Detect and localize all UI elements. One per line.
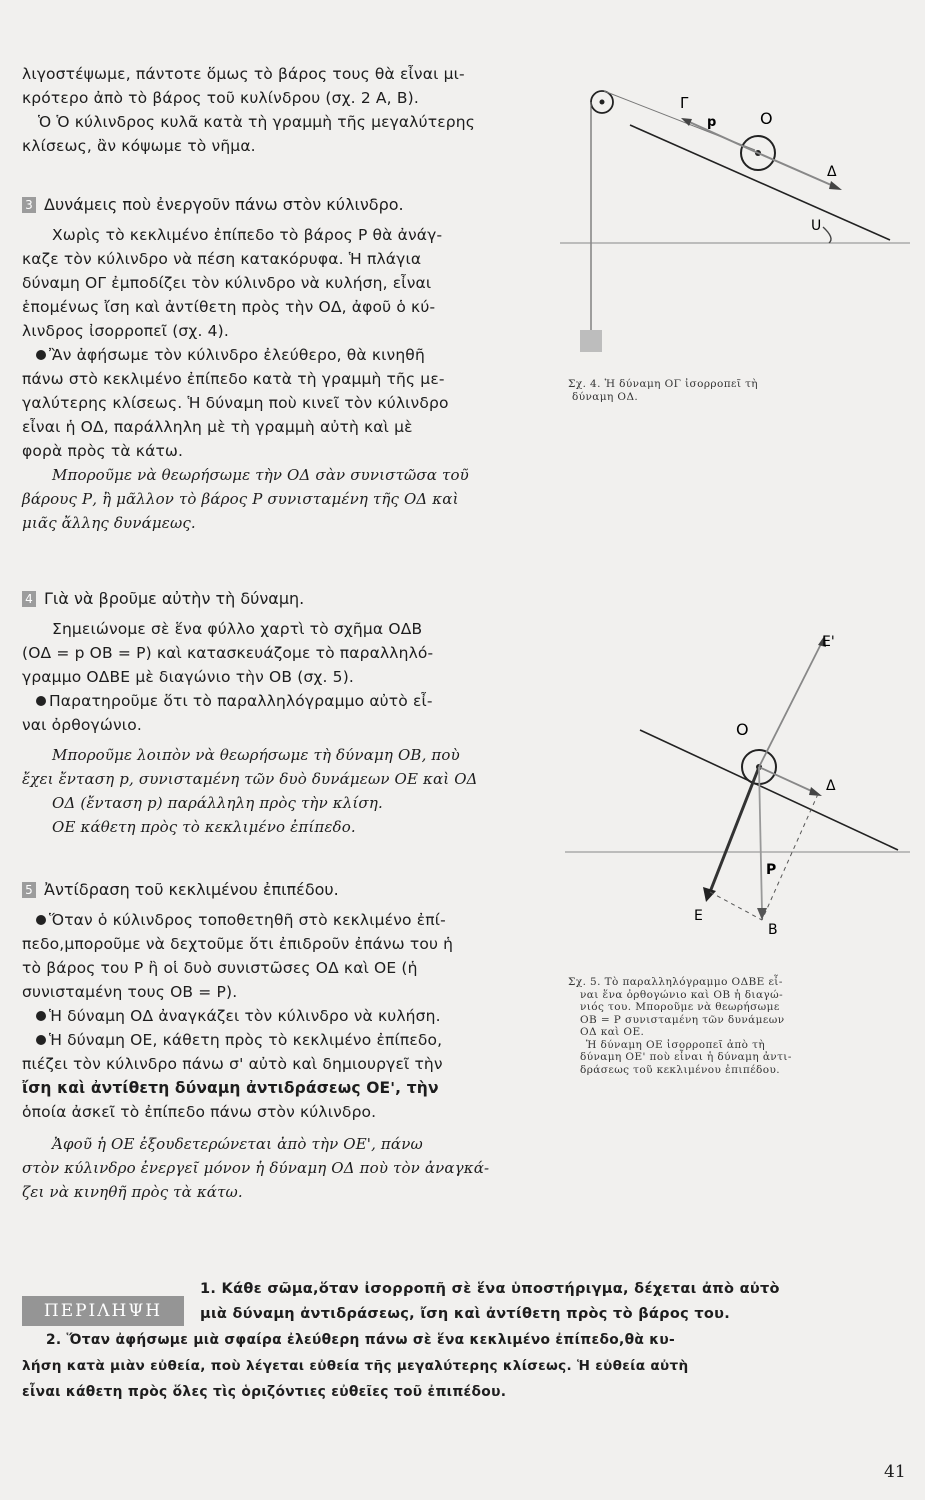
summary-line: 1. Κάθε σῶμα,ὅταν ἰσορροπῆ σὲ ἕνα ὑποστήριγμα, δέχεται ἀπὸ αὐτὸ [200, 1281, 780, 1297]
body-line: ἑπομένως ἴση καὶ ἀντίθετη πρὸς τὴν ΟΔ, ἀφοῦ ὁ κύ- [22, 298, 436, 316]
body-line: Ὁ Ὁ κύλινδρος κυλᾶ κατὰ τὴ γραμμὴ τῆς μεγαλύτερης [38, 113, 475, 131]
body-line: κρότερο ἀπὸ τὸ βάρος τοῦ κυλίνδρου (σχ. 2 Α, Β). [22, 89, 419, 107]
arrow-head-icon [757, 908, 767, 920]
section-3 [22, 193, 542, 535]
body-line: δύναμη ΟΓ ἐμποδίζει τὸν κύλινδρο νὰ κυλήση, εἶναι [22, 274, 432, 292]
caption-line: ΟΔ καὶ ΟΕ. [580, 1026, 645, 1038]
summary-line: εἶναι κάθετη πρὸς ὅλες τὶς ὁριζόντιες εὐθεῖες τοῦ ἐπιπέδου. [22, 1384, 507, 1400]
caption-line: δύναμη ΟΔ. [572, 390, 639, 403]
body-line: Ἡ δύναμη ΟΕ, κάθετη πρὸς τὸ κεκλιμένο ἐπίπεδο, [49, 1031, 443, 1049]
italic-line: μιᾶς ἄλλης δυνάμεως. [22, 514, 196, 532]
caption-line: ναι ἕνα ὀρθογώνιο καὶ ΟΒ ἡ διαγώ- [580, 988, 784, 1001]
dashed-side [762, 794, 818, 920]
summary-line: λήση κατὰ μιὰν εὐθεία, ποὺ λέγεται εὐθεία τῆς μεγαλύτερης κλίσεως. Ἡ εὐθεία αὐτὴ [22, 1358, 689, 1374]
arrow-oe [710, 767, 759, 892]
arrow-head-icon [829, 181, 842, 190]
caption-line: Σχ. 4. Ἡ δύναμη ΟΓ ἰσορροπεῖ τὴ [568, 378, 759, 390]
section-4 [22, 587, 542, 839]
bullet-icon [36, 1035, 46, 1045]
body-line: Ἂν ἀφήσωμε τὸν κύλινδρο ἐλεύθερο, θὰ κινηθῆ [49, 346, 425, 364]
section-number-badge: 4 [22, 591, 36, 607]
body-line: Ὅταν ὁ κύλινδρος τοποθετηθῆ στὸ κεκλιμένο ἐπί- [49, 911, 446, 929]
italic-line: ΟΔ (ἔνταση p) παράλληλη πρὸς τὴν κλίση. [52, 794, 383, 812]
section-title: Δυνάμεις ποὺ ἐνεργοῦν πάνω στὸν κύλινδρο. [44, 195, 404, 214]
arrow-ob [759, 767, 762, 912]
label-delta: Δ [826, 778, 836, 794]
bullet-icon [36, 915, 46, 925]
section-title: Ἀντίδραση τοῦ κεκλιμένου ἐπιπέδου. [44, 880, 339, 899]
caption-line: Σχ. 5. Τὸ παραλληλόγραμμο ΟΔΒΕ εἶ- [568, 976, 783, 988]
body-line: τὸ βάρος του Ρ ἢ οἱ δυὸ συνιστῶσες ΟΔ καὶ ΟΕ (ἡ [22, 959, 418, 977]
body-line: (ΟΔ = p ΟΒ = Ρ) καὶ κατασκευάζομε τὸ παραλληλό- [22, 644, 434, 662]
label-o: Ο [736, 720, 749, 739]
italic-line: Μποροῦμε νὰ θεωρήσωμε τὴν ΟΔ σὰν συνιστῶσα τοῦ [52, 466, 469, 484]
body-line: πάνω στὸ κεκλιμένο ἐπίπεδο κατὰ τὴ γραμμὴ τῆς με- [22, 370, 445, 388]
arrow-od [758, 153, 838, 188]
label-e-prime: Ε' [822, 634, 835, 650]
label-p: p [707, 115, 717, 130]
label-delta: Δ [827, 164, 837, 180]
body-line: λιγοστέψωμε, πάντοτε ὅμως τὸ βάρος τους θὰ εἶναι μι- [22, 65, 465, 83]
body-line: γαλύτερης κλίσεως. Ἡ δύναμη ποὺ κινεῖ τὸν κύλινδρο [22, 394, 449, 412]
body-line: ὁποία ἀσκεῖ τὸ ἐπίπεδο πάνω στὸν κύλινδρο. [22, 1103, 377, 1121]
italic-line: ἔχει ἔνταση p, συνισταμένη τῶν δυὸ δυνάμεων ΟΕ καὶ ΟΔ [22, 770, 478, 788]
body-line: κλίσεως, ἂν κόψωμε τὸ νῆμα. [22, 137, 256, 155]
label-b: B [768, 922, 778, 938]
caption-line: δύναμη ΟΕ' ποὺ εἶναι ἡ δύναμη ἀντι- [580, 1051, 792, 1063]
arrow-oe-prime [759, 642, 822, 767]
caption-line: δράσεως τοῦ κεκλιμένου ἐπιπέδου. [580, 1063, 781, 1076]
figure-5-force-parallelogram [560, 620, 915, 950]
body-line: Παρατηροῦμε ὅτι τὸ παραλληλόγραμμο αὐτὸ εἶ- [49, 692, 433, 710]
arrow-og [685, 120, 758, 153]
body-line: λινδρος ἰσορροπεῖ (σχ. 4). [22, 322, 229, 340]
bullet-icon [36, 1011, 46, 1021]
body-line: καζε τὸν κύλινδρο νὰ πέση κατακόρυφα. Ἡ πλάγια [22, 250, 422, 268]
section-5 [22, 878, 542, 1204]
body-line: συνισταμένη τους ΟΒ = Ρ). [22, 983, 238, 1001]
label-e: Ε [694, 908, 703, 924]
arrow-head-icon [809, 787, 822, 796]
label-u: U [811, 218, 822, 234]
body-line: Σημειώνομε σὲ ἕνα φύλλο χαρτὶ τὸ σχῆμα ΟΔΒ [52, 620, 423, 638]
label-p: P [766, 862, 777, 878]
italic-line: βάρους Ρ, ἢ μᾶλλον τὸ βάρος Ρ συνισταμένη τῆς ΟΔ καὶ [22, 490, 459, 508]
summary-badge: ΠΕΡΙΛΗΨΗ [22, 1296, 184, 1326]
body-line: γραμμο ΟΔΒΕ μὲ διαγώνιο τὴν ΟΒ (σχ. 5). [22, 668, 354, 686]
section-number-badge: 3 [22, 197, 36, 213]
body-line: φορὰ πρὸς τὰ κάτω. [22, 442, 184, 460]
italic-line: στὸν κύλινδρο ἐνεργεῖ μόνον ἡ δύναμη ΟΔ ποὺ τὸν ἀναγκά- [22, 1159, 490, 1177]
body-line: ἴση καὶ ἀντίθετη δύναμη ἀντιδράσεως ΟΕ', τὴν [22, 1079, 439, 1097]
italic-line: Μποροῦμε λοιπὸν νὰ θεωρήσωμε τὴ δύναμη ΟΒ, ποὺ [52, 746, 460, 764]
figure-5-caption [568, 976, 792, 1076]
label-gamma: Γ [680, 94, 689, 112]
hanging-weight [580, 330, 602, 352]
bullet-icon [36, 696, 46, 706]
section-title: Γιὰ νὰ βροῦμε αὐτὴν τὴ δύναμη. [44, 589, 305, 608]
pulley-axle [600, 100, 605, 105]
figure-4-inclined-plane [555, 80, 915, 380]
italic-line: ζει νὰ κινηθῆ πρὸς τὰ κάτω. [22, 1183, 243, 1201]
body-line: πιέζει τὸν κύλινδρο πάνω σ' αὐτὸ καὶ δημιουργεῖ τὴν [22, 1055, 443, 1073]
figure-4-caption [568, 378, 758, 403]
caption-line: Ἡ δύναμη ΟΕ ἰσορροπεῖ ἀπὸ τὴ [586, 1038, 766, 1051]
italic-line: Ἀφοῦ ἡ ΟΕ ἐξουδετερώνεται ἀπὸ τὴν ΟΕ', πάνω [52, 1135, 423, 1153]
caption-line: νιός του. Μποροῦμε νὰ θεωρήσωμε [580, 1001, 780, 1013]
body-line: ναι ὀρθογώνιο. [22, 716, 142, 734]
label-o: Ο [760, 109, 773, 128]
angle-arc [823, 227, 831, 243]
summary-line: 2. Ὅταν ἀφήσωμε μιὰ σφαίρα ἐλεύθερη πάνω σὲ ἕνα κεκλιμένο ἐπίπεδο,θὰ κυ- [46, 1332, 675, 1348]
summary-line: μιὰ δύναμη ἀντιδράσεως, ἴση καὶ ἀντίθετη πρὸς τὸ βάρος του. [200, 1306, 731, 1322]
arrow-head-icon [703, 887, 716, 902]
italic-line: ΟΕ κάθετη πρὸς τὸ κεκλιμένο ἐπίπεδο. [52, 818, 356, 836]
body-line: πεδο,μποροῦμε νὰ δεχτοῦμε ὅτι ἐπιδροῦν ἐπάνω του ἡ [22, 935, 454, 953]
page-number: 41 [884, 1462, 906, 1482]
dashed-side [710, 892, 762, 920]
body-line: Ἡ δύναμη ΟΔ ἀναγκάζει τὸν κύλινδρο νὰ κυλήση. [49, 1007, 441, 1025]
body-line: εἶναι ἡ ΟΔ, παράλληλη μὲ τὴ γραμμὴ αὐτὴ καὶ μὲ [22, 418, 413, 436]
bullet-icon [36, 350, 46, 360]
text-column-top [22, 62, 542, 158]
section-number-badge: 5 [22, 882, 36, 898]
body-line: Χωρὶς τὸ κεκλιμένο ἐπίπεδο τὸ βάρος Ρ θὰ ἀνάγ- [52, 226, 443, 244]
caption-line: ΟΒ = Ρ συνισταμένη τῶν δυνάμεων [580, 1013, 785, 1026]
inclined-plane-line [630, 125, 890, 240]
